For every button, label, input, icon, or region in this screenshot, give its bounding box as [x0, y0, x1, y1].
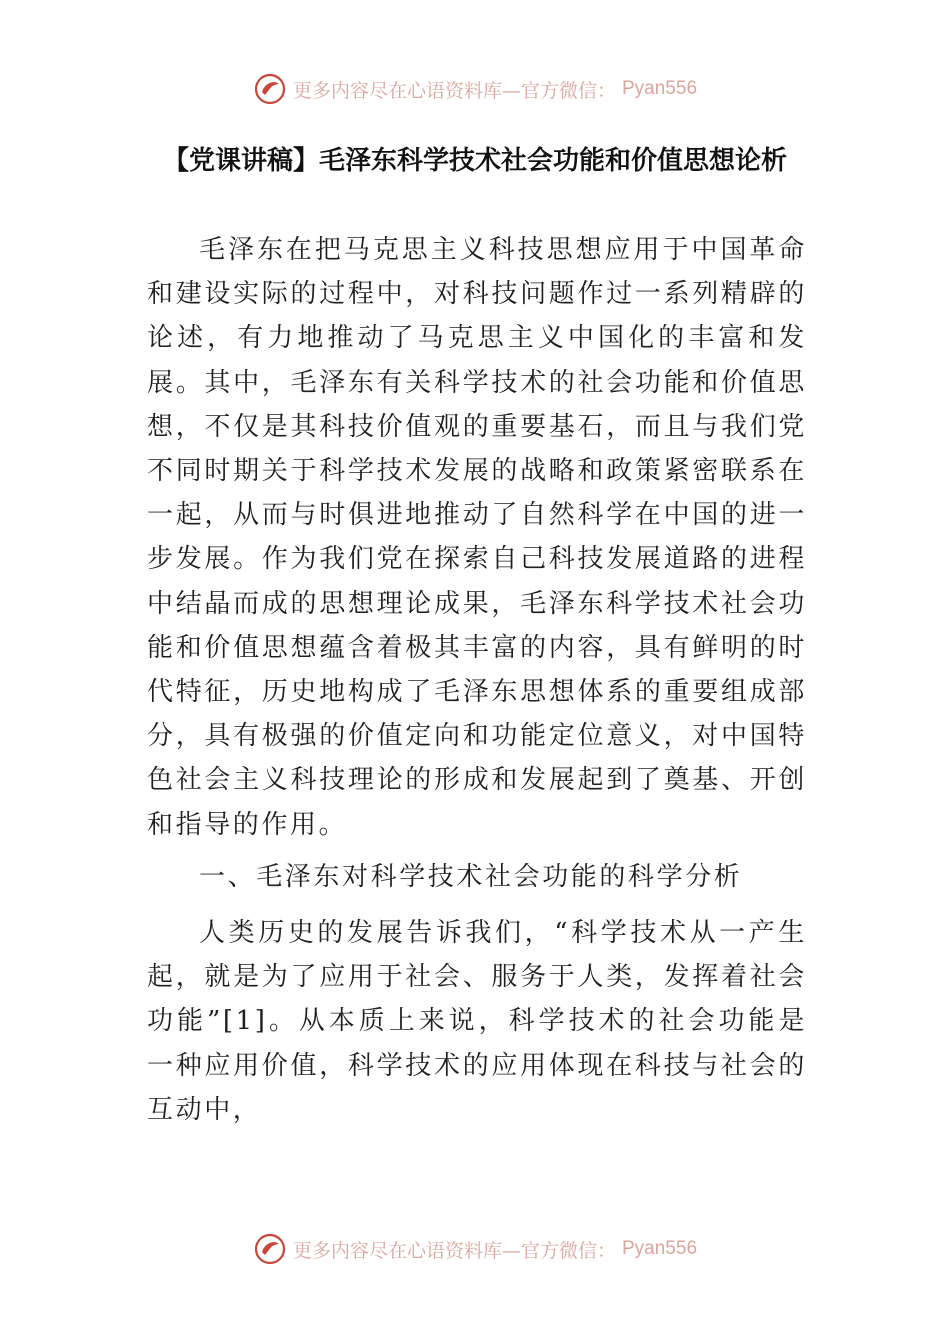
document-body [147, 228, 807, 1140]
body-paragraph: 人类历史的发展告诉我们，“科学技术从一产生起，就是为了应用于社会、服务于人类，发挥着社会功能”[1]。从本质上来说，科学技术的社会功能是一种应用价值，科学技术的应用体现在科技与社会的互动中， [147, 918, 807, 1125]
watermark-text: 更多内容尽在心语资料库—官方微信： [292, 79, 616, 102]
watermark-text: 更多内容尽在心语资料库—官方微信： [292, 1239, 616, 1262]
body-paragraph: 毛泽东在把马克思主义科技思想应用于中国革命和建设实际的过程中，对科技问题作过一系列精辟的论述，有力地推动了马克思主义中国化的丰富和发展。其中，毛泽东有关科学技术的社会功能和价值思想，不仅是其科技价值观的重要基石，而且与我们党不同时期关于科学技术发展的战略和政策紧密联系在一起，从而与时俱进地推动了自然科学在中国的进一步发展。作为我们党在探索自己科技发展道路的进程中结晶而成的思想理论成果，毛泽东科学技术社会功能和价值思想蕴含着极其丰富的内容，具有鲜明的时代特征，历史地构成了毛泽东思想体系的重要组成部分，具有极强的价值定向和功能定位意义，对中国特色社会主义科技理论的形成和发展起到了奠基、开创和指导的作用。 [147, 235, 807, 840]
document-title: 【党课讲稿】毛泽东科学技术社会功能和价值思想论析 [162, 146, 787, 176]
section-heading: 一、毛泽东对科学技术社会功能的科学分析 [199, 861, 743, 892]
library-logo-icon [253, 1232, 287, 1266]
watermark-wechat-id: Pyan556 [622, 78, 698, 99]
library-logo-icon [253, 72, 287, 106]
footer-watermark [0, 1232, 950, 1266]
header-watermark [0, 72, 950, 106]
watermark-wechat-id: Pyan556 [622, 1238, 698, 1259]
